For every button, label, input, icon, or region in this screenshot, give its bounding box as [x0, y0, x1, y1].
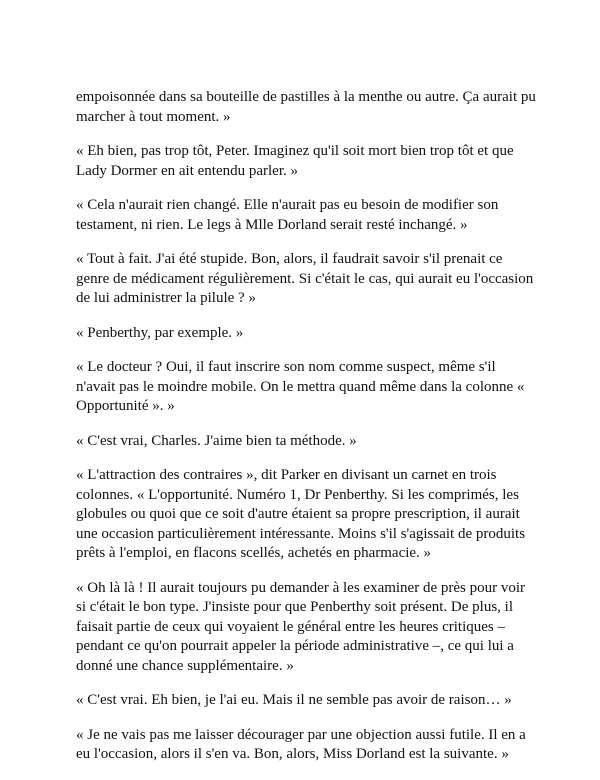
- paragraph: « Le docteur ? Oui, il faut inscrire son nom comme suspect, même s'il n'avait pas le moindre mobile. On le mettra quand même dans la colonne « Opportunité ». »: [76, 359, 525, 414]
- paragraph: « Eh bien, pas trop tôt, Peter. Imaginez qu'il soit mort bien trop tôt et que Lady Dormer en ait entendu parler. »: [76, 143, 514, 179]
- paragraph: « Penberthy, par exemple. »: [76, 324, 244, 341]
- paragraph: « Oh là là ! Il aurait toujours pu demander à les examiner de près pour voir si c'était le bon type. J'insiste pour que Penberthy soit présent. De plus, il faisait partie de ceux qui voyaient le général entre les heures critiques – pendant ce qu'on pourrait appeler la période administrative –, ce qui lui a donné une chance supplémentaire. »: [76, 579, 526, 674]
- paragraph: empoisonnée dans sa bouteille de pastilles à la menthe ou autre. Ça aurait pu marcher à tout moment. »: [76, 89, 536, 125]
- paragraph: « C'est vrai. Eh bien, je l'ai eu. Mais il ne semble pas avoir de raison… »: [76, 692, 512, 708]
- paragraph: « Je ne vais pas me laisser décourager par une objection aussi futile. Il en a eu l'occasion, alors il s'en va. Bon, alors, Miss Dorland est la suivante. »: [76, 726, 526, 762]
- paragraph: « C'est vrai, Charles. J'aime bien ta méthode. »: [76, 432, 357, 449]
- paragraph: « Cela n'aurait rien changé. Elle n'aurait pas eu besoin de modifier son testament, ni rien. Le legs à Mlle Dorland serait resté inchangé. »: [76, 197, 499, 233]
- document-page: [76, 88, 536, 780]
- paragraph: « Tout à fait. J'ai été stupide. Bon, alors, il faudrait savoir s'il prenait ce genre de médicament régulièrement. Si c'était le cas, qui aurait eu l'occasion de lui administrer la pilule ? »: [76, 251, 534, 306]
- paragraph: « L'attraction des contraires », dit Parker en divisant un carnet en trois colonnes. « L'opportunité. Numéro 1, Dr Penberthy. Si les comprimés, les globules ou quoi que ce soit d'autre étaient sa propre prescription, il aurait une occasion particulièrement intéressante. Moins s'il s'agissait de produits prêts à l'emploi, en flacons scellés, achetés en pharmacie. »: [76, 467, 526, 561]
